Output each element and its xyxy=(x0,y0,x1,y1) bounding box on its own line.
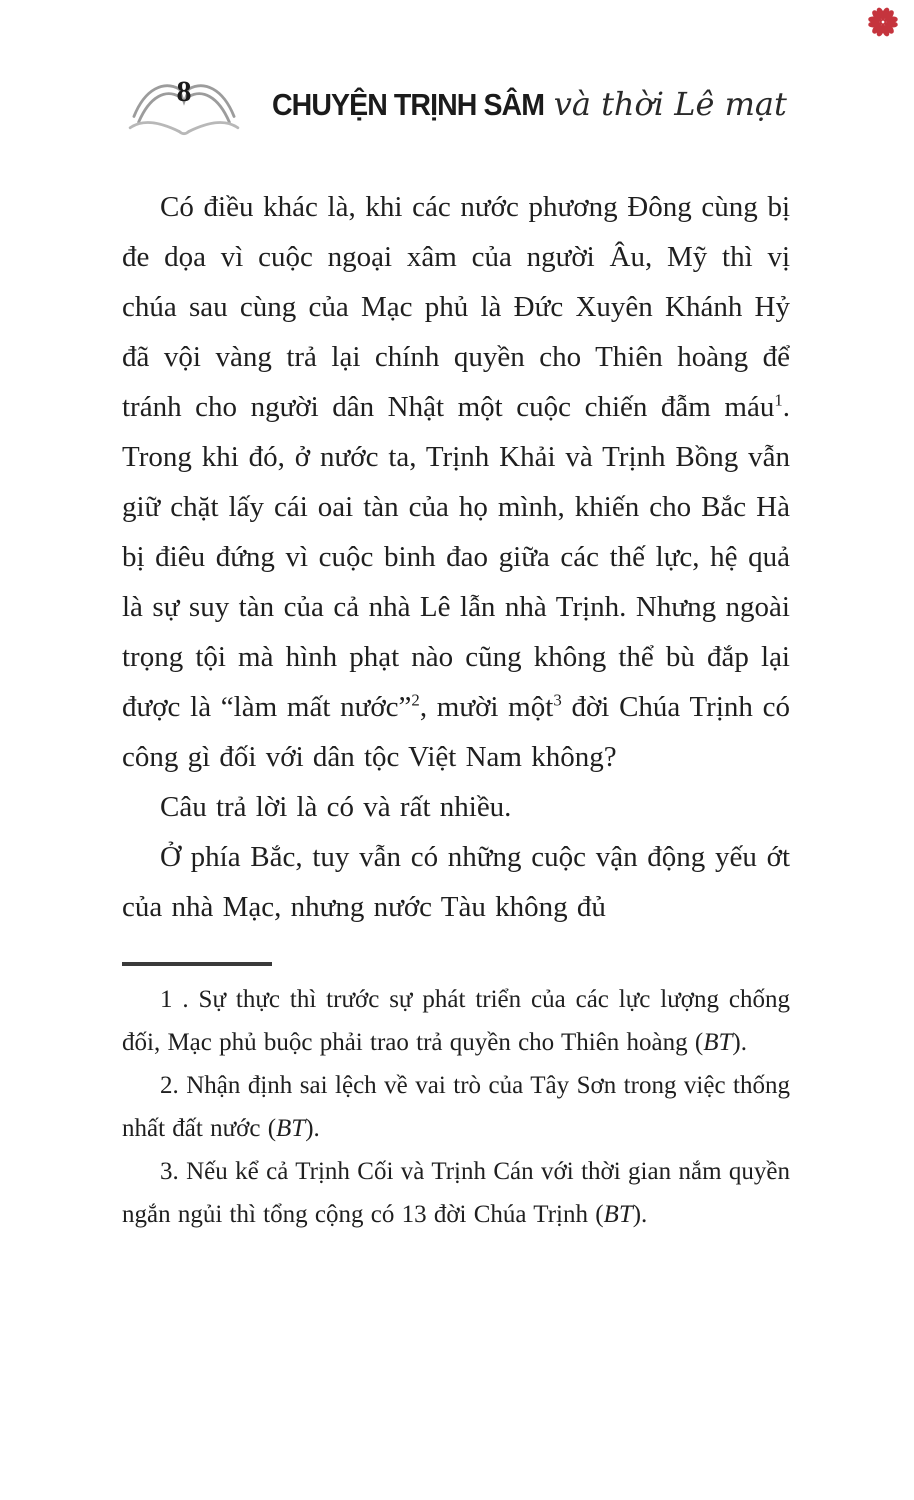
page-header xyxy=(122,72,790,142)
paragraph-2: Câu trả lời là có và rất nhiều. xyxy=(160,791,512,823)
footnote-1 xyxy=(122,978,790,1064)
running-title xyxy=(272,85,787,129)
footnote-1-text: 1 . Sự thực thì trước sự phát triển của các lực lượng chống đối, Mạc phủ buộc phải trao trả quyền cho Thiên hoàng ( xyxy=(122,986,790,1056)
footnotes xyxy=(122,978,790,1236)
footnote-ref-1: 1 xyxy=(774,390,783,410)
body-text xyxy=(122,182,790,932)
paragraph-1 xyxy=(122,182,790,782)
paragraph-1-text: đời Chúa Trịnh có công gì đối với dân tộc Việt Nam không? xyxy=(122,691,790,773)
paragraph-1-text: Có điều khác là, khi các nước phương Đông cùng bị đe dọa vì cuộc ngoại xâm của người Âu, Mỹ thì vị chúa sau cùng của Mạc phủ là Đức Xuyên Khánh Hỷ đã vội vàng trả lại chính quyền cho Thiên hoàng để tránh cho người dân Nhật một cuộc chiến đẫm máu xyxy=(122,191,790,423)
footnote-2-tail: ). xyxy=(305,1115,320,1142)
footnote-3-text: 3. Nếu kể cả Trịnh Cối và Trịnh Cán với thời gian nắm quyền ngắn ngủi thì tổng cộng có 13 đời Chúa Trịnh ( xyxy=(122,1158,790,1228)
footnote-ref-3: 3 xyxy=(553,690,562,710)
paragraph-1-text: . Trong khi đó, ở nước ta, Trịnh Khải và Trịnh Bồng vẫn giữ chặt lấy cái oai tàn của họ mình, khiến cho Bắc Hà bị điêu đứng vì cuộc binh đao giữa các thế lực, hệ quả là sự suy tàn của cả nhà Lê lẫn nhà Trịnh. Nhưng ngoài trọng tội mà hình phạt nào cũng không thể bù đắp lại được là “làm mất nước” xyxy=(122,391,790,723)
footnote-3-bt: BT xyxy=(603,1201,633,1228)
flower-ornament-icon xyxy=(866,5,900,39)
paragraph-3: Ở phía Bắc, tuy vẫn có những cuộc vận động yếu ớt của nhà Mạc, nhưng nước Tàu không đủ xyxy=(122,841,790,923)
title-script: và thời Lê mạt xyxy=(553,85,787,123)
page-number: 8 xyxy=(176,75,192,108)
footnote-ref-2: 2 xyxy=(411,690,420,710)
title-main: CHUYỆN TRỊNH SÂM xyxy=(272,87,545,122)
footnote-2 xyxy=(122,1064,790,1150)
footnote-3-tail: ). xyxy=(632,1201,648,1228)
paragraph-1-text: , mười một xyxy=(419,691,554,723)
footnote-separator xyxy=(122,962,272,966)
open-book-icon xyxy=(122,73,246,141)
footnote-1-bt: BT xyxy=(703,1029,733,1056)
footnote-2-bt: BT xyxy=(276,1115,306,1142)
footnote-1-tail: ). xyxy=(732,1029,747,1056)
footnote-3 xyxy=(122,1150,790,1236)
footnote-2-text: 2. Nhận định sai lệch về vai trò của Tây Sơn trong việc thống nhất đất nước ( xyxy=(122,1072,790,1142)
